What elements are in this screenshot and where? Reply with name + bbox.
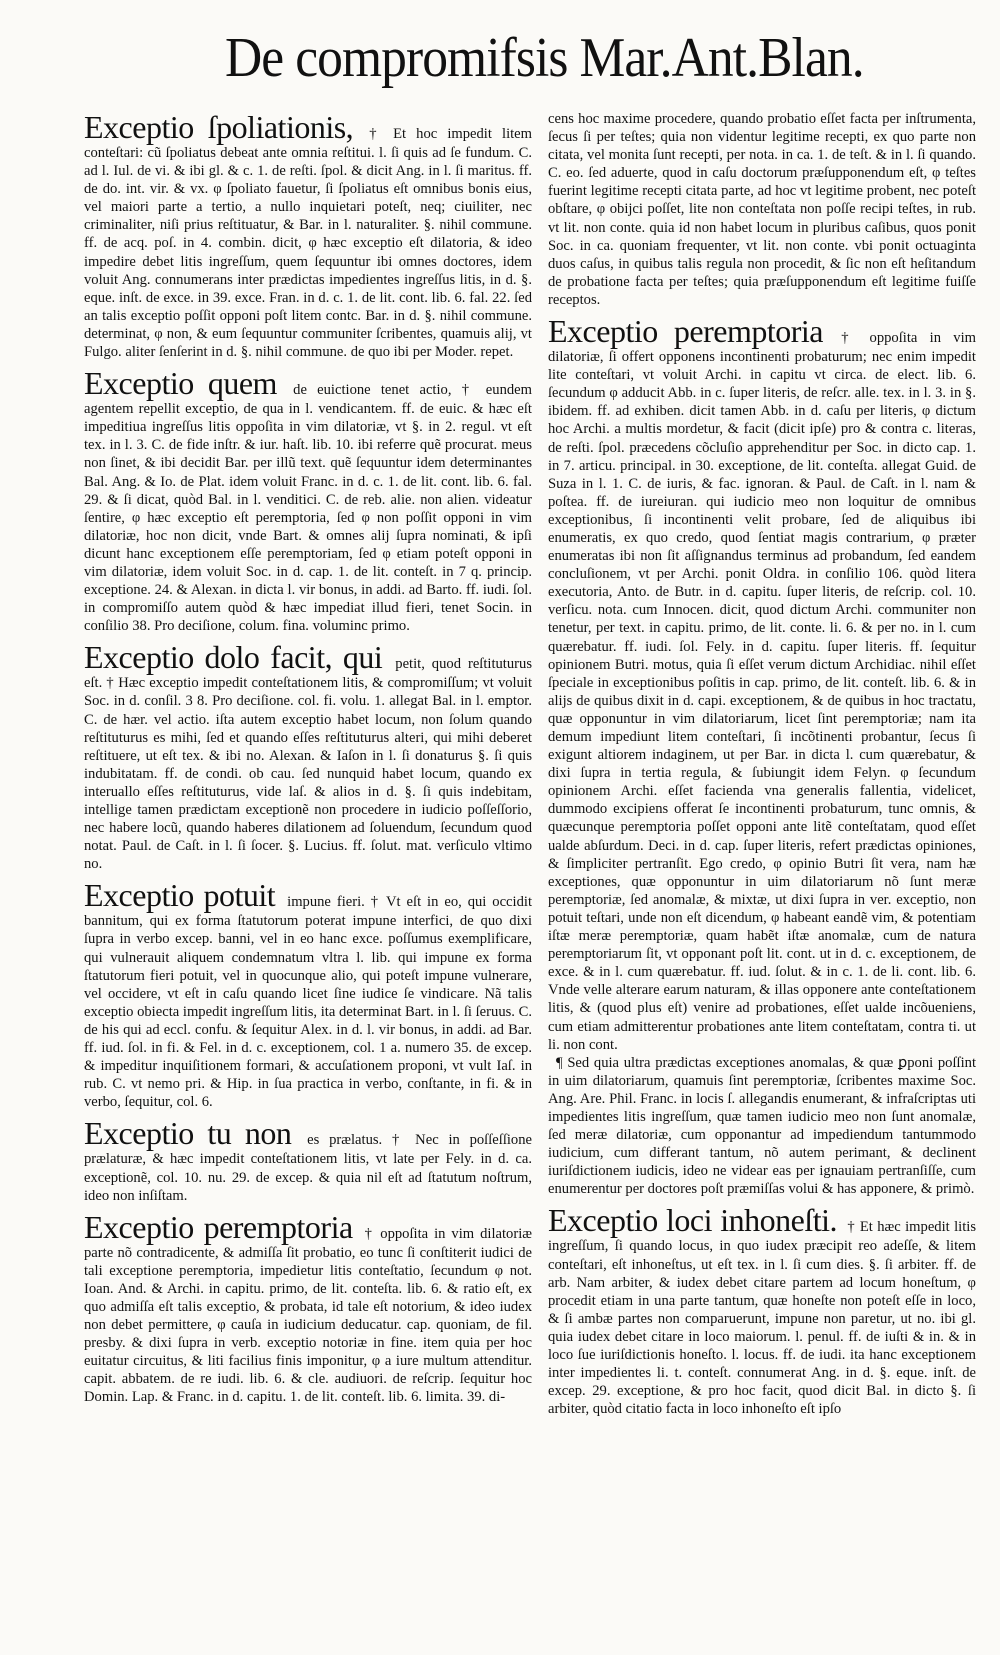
right-column bbox=[548, 110, 976, 1630]
entry-115 bbox=[84, 878, 532, 1111]
entry-heading: Exceptio dolo facit, qui bbox=[84, 639, 383, 676]
entry-heading: Exceptio loci inhoneſti. bbox=[548, 1202, 837, 1239]
entry-114 bbox=[84, 640, 532, 873]
entry-text: † oppoſita in vim dilatoriæ, ſi offert opponens incontinenti probaturum; nec enim impedit lite conteſtari, vt voluit Archi. in capitu vt circa. de elect. lib. 6. ſecundum φ adducit Abb. in c. ſuper literis, de reſcr. alle. tex. in l. 3. in §. ibidem. ff. ad exhiben. dicit tamen Abb. in d. caſu per literis, φ dictum hoc Archi. a multis mordetur, & facit (dicit ipſe) pro & contra c. literas, de reſti. ſpol. præcedens cõcluſio apprehenditur per Soc. in dicto cap. 1. in 7. articu. principal. in 30. exceptione, de lit. conteſta. allegat Guid. de Suza in l. 1. C. de iuris, & fac. ignoran. & Paul. de Caſt. in l. nam & poſtea. ff. de iureiuran. qui iudicio meo non loquitur de omnibus exceptionibus, ſi incontinenti velit probare, ſed de aliquibus ibi enumeratis, ex quo credo, quod ſentiat magis contrarium, φ præter enumeratas ibi non ſit aſſignandus terminus ad probandum, ſed eandem concluſionem, vt per Archi. ponit Oldra. in conſilio 106. quòd litera executoria, Anto. de Butr. in d. capitu. ſuper literis, de reſcrip. col. 10. verſicu. nota. cum Innocen. dicit, quod dictum Archi. communiter non tenetur, per text. in capitu. primo, de lit. conte. li. 6. & per no. in l. cum quærebatur. ff. iudi. ſol. Fely. in d. capitu. ſuper literis. ff. ſequitur opinionem Butri. motus, quia ſi eſſet verum dictum Archidiac. nihil eſſet ſpeciale in exceptionibus poſitis in cap. primo, de lit. conteſt. lib. 6. & in alijs de quibus dixit in d. capi. exceptionem, & de quibus in hoc tractatu, quæ opponuntur in vim dilatoriarum, licet ſint peremptoriæ; nam ita demum impediunt litem conteſtari, ſi incõtinenti probantur, ſecus ſi exigunt altiorem indaginem, ut per Bar. in dicta l. cum quærebatur, & dixi ſupra in tertia regula, & ſubiungit idem Felyn. φ ſecundum opinionem Archi. eſſet facienda vna generalis fallentia, videlicet, dummodo excipiens offerat ſe incontinenti probaturum, tunc omnis, & quæcunque peremptoria poſſet opponi ante litẽ conteſtatam, quod eſſet ualde abſurdum. Deci. in d. cap. ſuper literis, refert prædictas opiniones, & ſimpliciter pertranſit. Ego credo, φ opinio Butri ſit vera, nam hæ exceptiones, quæ opponuntur in uim dilatoriarum nõ ſunt meræ peremptoriæ, ſed anomalæ, & mixtæ, ut dixi ſupra in ver. exceptio, non potuit teſtari, unde non eſt dicendum, φ habeant eandẽ vim, & potentiam iſtæ meræ peremptoriæ, quam habẽt iſtæ anomalæ, cum de natura peremptoriarum ſit, vt opponant poſt lit. cont. ut in d. c. exceptionem, de exce. & in l. cum quærebatur. ff. iud. ſolut. & in c. 1. de li. cont. lib. 6. Vnde velle alterare earum naturam, & illas opponere ante conteſtationem litis, & (quod plus eſt) venire ad probationes, eſſet ualde incõueniens, cum etiam admitterentur probationes ante litem conteſtatam, contra ti. ut li. non cont. bbox=[548, 330, 976, 1053]
entry-119 bbox=[548, 1203, 976, 1418]
paragraph-text: ¶ Sed quia ultra prædictas exceptiones anomalas, & quæ ꝑponi poſſint in uim dilatoriarum, quamuis ſint peremptoriæ, ſcribentes maxime Soc. Ang. Are. Phil. Franc. in locis ſ. allegandis enumerant, & infraſcriptas uti impedientes litis ingreſſum, quæ tamen iudicio meo non ſunt anomalæ, ſed meræ dilatoriæ, cum opponantur ad impediendum tantummodo iudicium, cum differant tantum, nõ autem perimant, & declinent iuriſdictionem iudicis, ideo ne videar eas per ignauiam pertranſiſſe, cum enumerentur per doctores poſt præmiſſas volui & has apponere, & primò. bbox=[548, 1054, 976, 1198]
running-title: De compromifsis Mar.Ant.Blan. bbox=[225, 27, 864, 89]
entry-117 bbox=[84, 1210, 532, 1407]
entry-heading: Exceptio potuit bbox=[84, 877, 276, 914]
entry-text: de euictione tenet actio, † eundem agentem repellit exceptio, de qua in l. vendicantem. ff. de euic. & hæc eſt impeditiua ingreſſus litis oppoſita in vim dilatoriæ, vt §. in 2. regul. vt eſt tex. in l. 3. C. de fide inſtr. & iur. haſt. lib. 10. ibi referre quẽ procurat. meus non ſinet, & ibi decidit Bar. per illũ text. quẽ ſequuntur idem determinantes Bal. Ang. & Io. de Plat. idem voluit Franc. in d. c. 1. de lit. cont. lib. 6. fal. 29. & ſi dicat, quòd Bal. in l. venditici. C. de reb. alie. non alien. videatur ſentire, φ hæc exceptio eſt peremptoria, ſed φ non poſſit opponi in vim dilatoriæ, hoc non dicit, vnde Bart. & omnes alij ſupra nominati, & ipſi dicunt hanc exceptionem eſſe peremptoriam, ſed φ etiam poteſt opponi in vim dilatoriæ, idem voluit Soc. in d. cap. 1. de lit. conteſt. in 7 q. princip. exceptione. 24. & Alexan. in dicta l. vir bonus, in addi. ad Barto. ff. iudi. ſol. in compromiſſo autem quòd & hæc impediat illud fieri, tenet Socin. in conſilio 38. Pro deciſione, colum. fina. voluminc primo. bbox=[84, 382, 532, 635]
entry-text: impune fieri. † Vt eſt in eo, qui occidit bannitum, qui ex forma ſtatutorum poterat impune interfici, de quo dixi ſupra in verbo excep. banni, vel in eo hanc exce. poſſumus exemplificare, qui vulnerauit aliquem condemnatum vltra l. lib. qui impune ex forma ſtatutorum fieri potuit, vel in quocunque alio, qui poteſt impune vulnerare, vel occidere, vt eſt in caſu quando licet ſine iudice ſe vindicare. Nã talis exceptio obiecta impedit ingreſſum litis, ita determinat Bart. in l. ſi ſeruus. C. de his qui ad eccl. confu. & ſequitur Alex. in d. l. vir bonus, in addi. ad Bar. ff. iud. ſol. in fi. & Fel. in d. c. exceptionem, col. 1 a. numero 35. de excep. & impeditur inquiſitionem formari, & accuſationem proponi, vt vult Iaſ. in rub. C. vt nemo pri. & Hip. in ſua practica in verbo, conſtante, in fi. & in verbo, ſequitur, col. 6. bbox=[84, 894, 532, 1111]
entry-text: † Et hoc impedit litem conteſtari: cũ ſpoliatus debeat ante omnia reſtitui. l. ſi quis ad ſe fundum. C. ad l. Iul. de vi. & ibi gl. & c. 1. de reſti. ſpol. & dicit Ang. in l. ſi maritus. ff. de do. int. vir. & vx. φ ſpoliato fauetur, ſi ſpoliatus eſt omnibus bonis eius, vel maiori parte a tertio, a nullo inquietari poteſt, neq; ciuiliter, nec criminaliter, niſi prius reſtituatur, & Bar. in l. naturaliter. §. nihil commune. ff. de acq. poſ. in 4. combin. dicit, φ hæc exceptio eſt dilatoria, & ideo impedire debet litis ingreſſum, quem ſequuntur ibi omnes doctores, idem voluit Ang. connumerans inter prædictas impedientes ingreſſus litis, in d. §. eque. inſt. de exce. in 39. exce. Fran. in d. c. 1. de lit. cont. lib. 6. fal. 22. ſed an talis exceptio poſſit opponi poſt litem contc. Bar. in d. §. nihil commune. determinat, φ non, & eum ſequuntur communiter ſcribentes, quamuis alij, vt Fulgo. aliter ſenſerint in d. §. nihil commune. de quo ibi per Moder. repet. bbox=[84, 126, 532, 361]
entry-text: es prælatus. † Nec in poſſeſſione prælaturæ, & hæc impedit conteſtationem litis, vt late per Fely. in d. ca. exceptionẽ, col. 10. nu. 29. de excep. & quia nil eſt ad ſtatutum noſtrum, ideo non inſiſtam. bbox=[84, 1132, 532, 1204]
entry-text: † oppoſita in vim dilatoriæ parte nõ contradicente, & admiſſa ſit probatio, eo tunc ſi conſtiterit iudici de tali exceptione peremptoria, impedietur litis conteſtatio, ſecundum φ not. Ioan. And. & Archi. in capitu. primo, de lit. conteſta. lib. 6. & ratio eſt, ex quo admiſſa eſt talis exceptio, & probata, id tale eſt notorium, & ideo iudex non debet permittere, φ cauſa in iudicium deducatur. cap. quoniam, de fil. presby. & dixi ſupra in verb. exceptio notoriæ in fine. item quia per hoc euitatur circuitus, & liti facilius finis imponitur, φ a iure multum attenditur. capit. abbatem. de re iudi. lib. 6. & cle. audiuori. de reſcrip. ſequitur hoc Domin. Lap. & Franc. in d. capitu. 1. de lit. conteſt. lib. 6. limita. 39. di- bbox=[84, 1225, 532, 1406]
entry-text: cens hoc maxime procedere, quando probatio eſſet facta per inſtrumenta, ſecus ſi per teſtes; quia non videntur legitime recepti, ex quo parte non citata, vel monita ſunt recepti, per nota. in ca. 1. de teſt. & in l. ſi quando. C. eo. ſed aduerte, quod in caſu doctorum præſupponendum eſt, φ teſtes fuerint legitime recepti citata parte, ad hoc vt legitime probent, nec poteſt obſtare, φ obijci poſſet, lite non conteſtata non poſſe recipi teſtes, in rub. vt lit. non conte. quia id non habet locum in pluribus caſibus, quos ponit Soc. in ca. quoniam frequenter, vt lit. non conte. vbi ponit octuaginta duos caſus, in quibus talis regula non procedit, & ſic non eſt heſitandum de probatione facta per teſtes; quia præſupponendum eſt legitime fuiſſe receptos. bbox=[548, 111, 976, 308]
entry-heading: Exceptio quem bbox=[84, 365, 277, 402]
entry-heading: Exceptio peremptoria bbox=[548, 313, 823, 350]
entry-text: † Et hæc impedit litis ingreſſum, ſi quando locus, in quo iudex præcipit reo adeſſe, & litem conteſtari, eſt inhoneſtus, ut eſt tex. in l. ſi cum dies. §. ſi arbiter. ff. de arb. Nam arbiter, & iudex debet citare partem ad locum honeſtum, φ procedit etiam in una parte tantum, quæ honeſte non poteſt eſſe in loco, & ſi ambæ partes non comparuerunt, impune non paretur, ut no. ibi gl. quia iudex debet citare in loco maiorum. l. penul. ff. de iuſti & in. & in loco ſue iuriſdictionis honeſto. l. locus. ff. de iudi. ita hanc exceptionem inter impedientes li. t. conteſt. connumerat Ang. in d. §. eque. inſt. de excep. 29. exceptione, & pro hoc facit, quod dicit Bal. in dicto §. ſi arbiter, quòd citatio facta in loco inhoneſto eſt ipſo bbox=[548, 1219, 976, 1418]
entry-118 bbox=[548, 314, 976, 1198]
left-column bbox=[84, 110, 532, 1630]
entry-text: petit, quod reſtituturus eſt. † Hæc exceptio impedit conteſtationem litis, & compromiſſum; vt voluit Soc. in d. conſil. 3 8. Pro deciſione. col. fi. volu. 1. allegat Bal. in l. emptor. C. de hær. vel actio. iſta autem exceptio habet locum, non ſolum quando reſtituturus es mihi, ſed et quando eſſes reſtituturus alteri, qui mihi deberet reſtituere, ut eſt tex. & ibi no. Alexan. & Iaſon in l. ſi donaturus §. ſi quis indubitatam. ff. de condi. ob cau. ſed nunquid habet locum, quando ex interuallo eſſes reſtituturus, vide laſ. & alios in d. §. ſi quis indebitam, intellige tamen prædictam exceptionẽ non procedere in iudicio poſſeſſorio, nec habere locũ, quando haberes dilationem ad ſoluendum, ſecundum quod notat. Paul. de Caſt. in l. ſi ſocer. §. Lucius. ff. ſolut. mat. verſiculo vltimo no. bbox=[84, 656, 532, 873]
entry-116 bbox=[84, 1116, 532, 1204]
entry-heading: Exceptio tu non bbox=[84, 1115, 292, 1152]
entry-heading: Exceptio ſpoliationis, bbox=[84, 110, 354, 145]
continued-text bbox=[548, 110, 976, 309]
entry-112 bbox=[84, 110, 532, 361]
entry-113 bbox=[84, 366, 532, 635]
entry-heading: Exceptio peremptoria bbox=[84, 1208, 353, 1245]
